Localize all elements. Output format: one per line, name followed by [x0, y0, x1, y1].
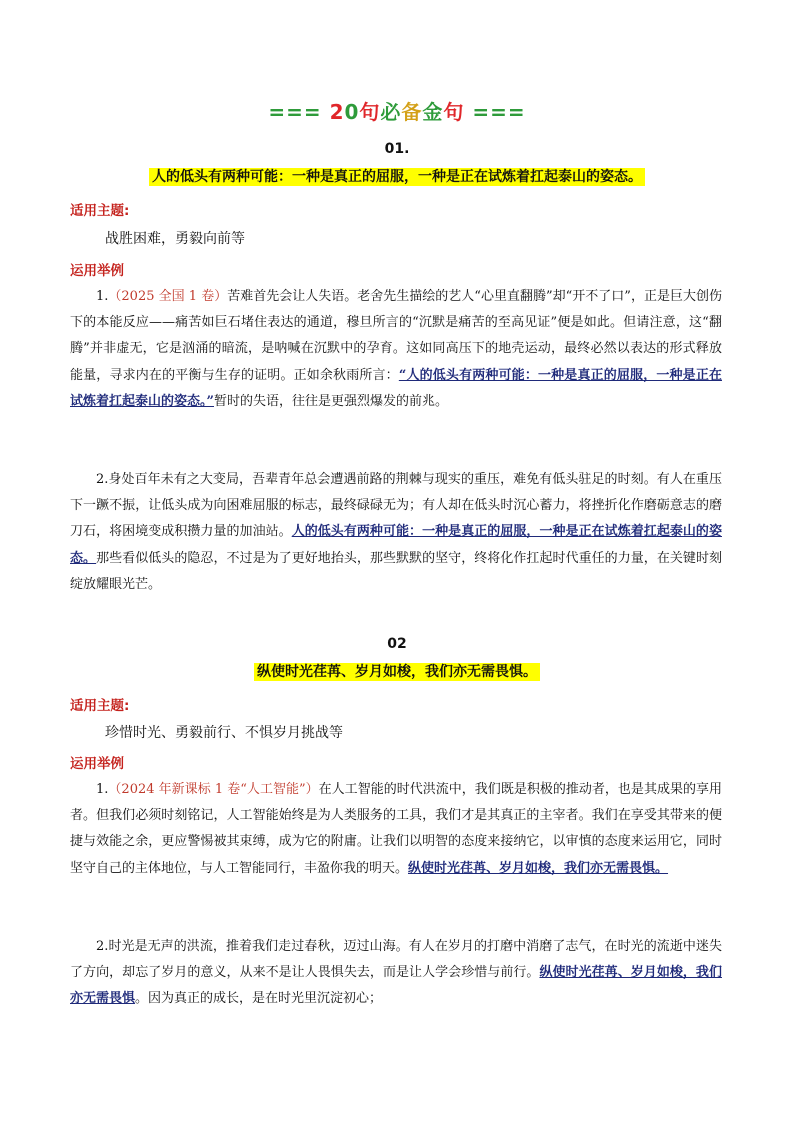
example-text: 苦难首先会让人失语。老舍先生描绘的艺人“心里直翻腾”却“开不了口”，正是巨大创伤下的本能反应——痛苦如巨石堵住表达的通道，穆旦所言的“沉默是痛苦的至高见证”便是如此。但请注意，这“翻腾”并非虚无，它是汹涌的暗流，是呐喊在沉默中的孕育。这如同高压下的地壳运动，最终必然以表达的形式释放能量，寻求内在的平衡与生存的证明。正如余秋雨所言： — [70, 289, 722, 383]
example-paragraph — [70, 284, 722, 415]
quote-highlight: 人的低头有两种可能：一种是真正的屈服，一种是正在试炼着扛起泰山的姿态。 — [149, 168, 645, 186]
theme-text: 珍惜时光、勇毅前行、不惧岁月挑战等 — [105, 725, 343, 741]
section-number: 02 — [387, 636, 407, 652]
section-number: 01. — [384, 141, 410, 157]
example-quote-underlined: 人的低头有两种可能：一种是真正的屈服，一种是正在试炼着扛起泰山的姿态。 — [70, 524, 722, 566]
example-paragraph — [70, 777, 722, 882]
example-text-after: 暂时的失语，往往是更强烈爆发的前兆。 — [213, 393, 448, 409]
title-text — [330, 100, 473, 124]
example-paragraph — [70, 934, 722, 1013]
example-text-after: 那些看似低头的隐忍，不过是为了更好地抬头，那些默默的坚守，终将化作扛起时代重任的力量，在关键时刻绽放耀眼光芒。 — [70, 550, 722, 592]
example-label: 运用举例 — [70, 263, 124, 279]
section-quote — [0, 661, 794, 681]
theme-label: 适用主题: — [70, 203, 130, 219]
example-quote-underlined: 纵使时光荏苒、岁月如梭，我们亦无需畏惧。 — [408, 860, 669, 876]
example-text: 在人工智能的时代洪流中，我们既是积极的推动者，也是其成果的享用者。但我们必须时刻铭记，人工智能始终是为人类服务的工具，我们才是其真正的主宰者。我们在享受其带来的便捷与效能之余，更应警惕被其束缚，成为它的附庸。让我们以明智的态度来接纳它，以审慎的态度来运用它，同时坚守自己的主体地位，与人工智能同行，丰盈你我的明天。 — [70, 782, 722, 876]
title-right-marks: === — [472, 100, 526, 124]
example-prefix: 2. — [96, 939, 109, 954]
quote-highlight: 纵使时光荏苒、岁月如梭，我们亦无需畏惧。 — [254, 663, 540, 681]
example-source: （2025 全国 1 卷） — [108, 289, 228, 304]
example-prefix: 1. — [96, 782, 109, 797]
example-text-after: 。因为真正的成长，是在时光里沉淀初心； — [135, 991, 383, 1007]
section-quote — [0, 166, 794, 186]
page-title — [0, 96, 794, 125]
example-paragraph — [70, 467, 722, 598]
example-text: 时光是无声的洪流，推着我们走过春秋，迈过山海。有人在岁月的打磨中消磨了志气，在时光的流逝中迷失了方向，却忘了岁月的意义，从来不是让人畏惧失去，而是让人学会珍惜与前行。 — [70, 939, 722, 981]
example-quote-underlined: 纵使时光荏苒、岁月如梭，我们亦无需畏惧 — [70, 965, 722, 1007]
title-text-main: 20句必备金句 — [329, 100, 465, 124]
example-quote-underlined: “人的低头有两种可能：一种是真正的屈服，一种是正在试炼着扛起泰山的姿态。” — [70, 367, 722, 409]
example-source: （2024 年新课标 1 卷“人工智能”） — [108, 782, 319, 797]
theme-label: 适用主题: — [70, 698, 130, 714]
title-left-marks: === — [268, 100, 322, 124]
example-label: 运用举例 — [70, 756, 124, 772]
example-prefix: 2. — [96, 472, 109, 487]
example-prefix: 1. — [96, 289, 109, 304]
theme-text: 战胜困难，勇毅向前等 — [105, 231, 245, 247]
example-text: 身处百年未有之大变局，吾辈青年总会遭遇前路的荆棘与现实的重压，难免有低头驻足的时刻。有人在重压下一蹶不振，让低头成为向困难屈服的标志，最终碌碌无为；有人却在低头时沉心蓄力，将挫折化作磨砺意志的磨刀石，将困境变成积攒力量的加油站。 — [70, 472, 722, 540]
